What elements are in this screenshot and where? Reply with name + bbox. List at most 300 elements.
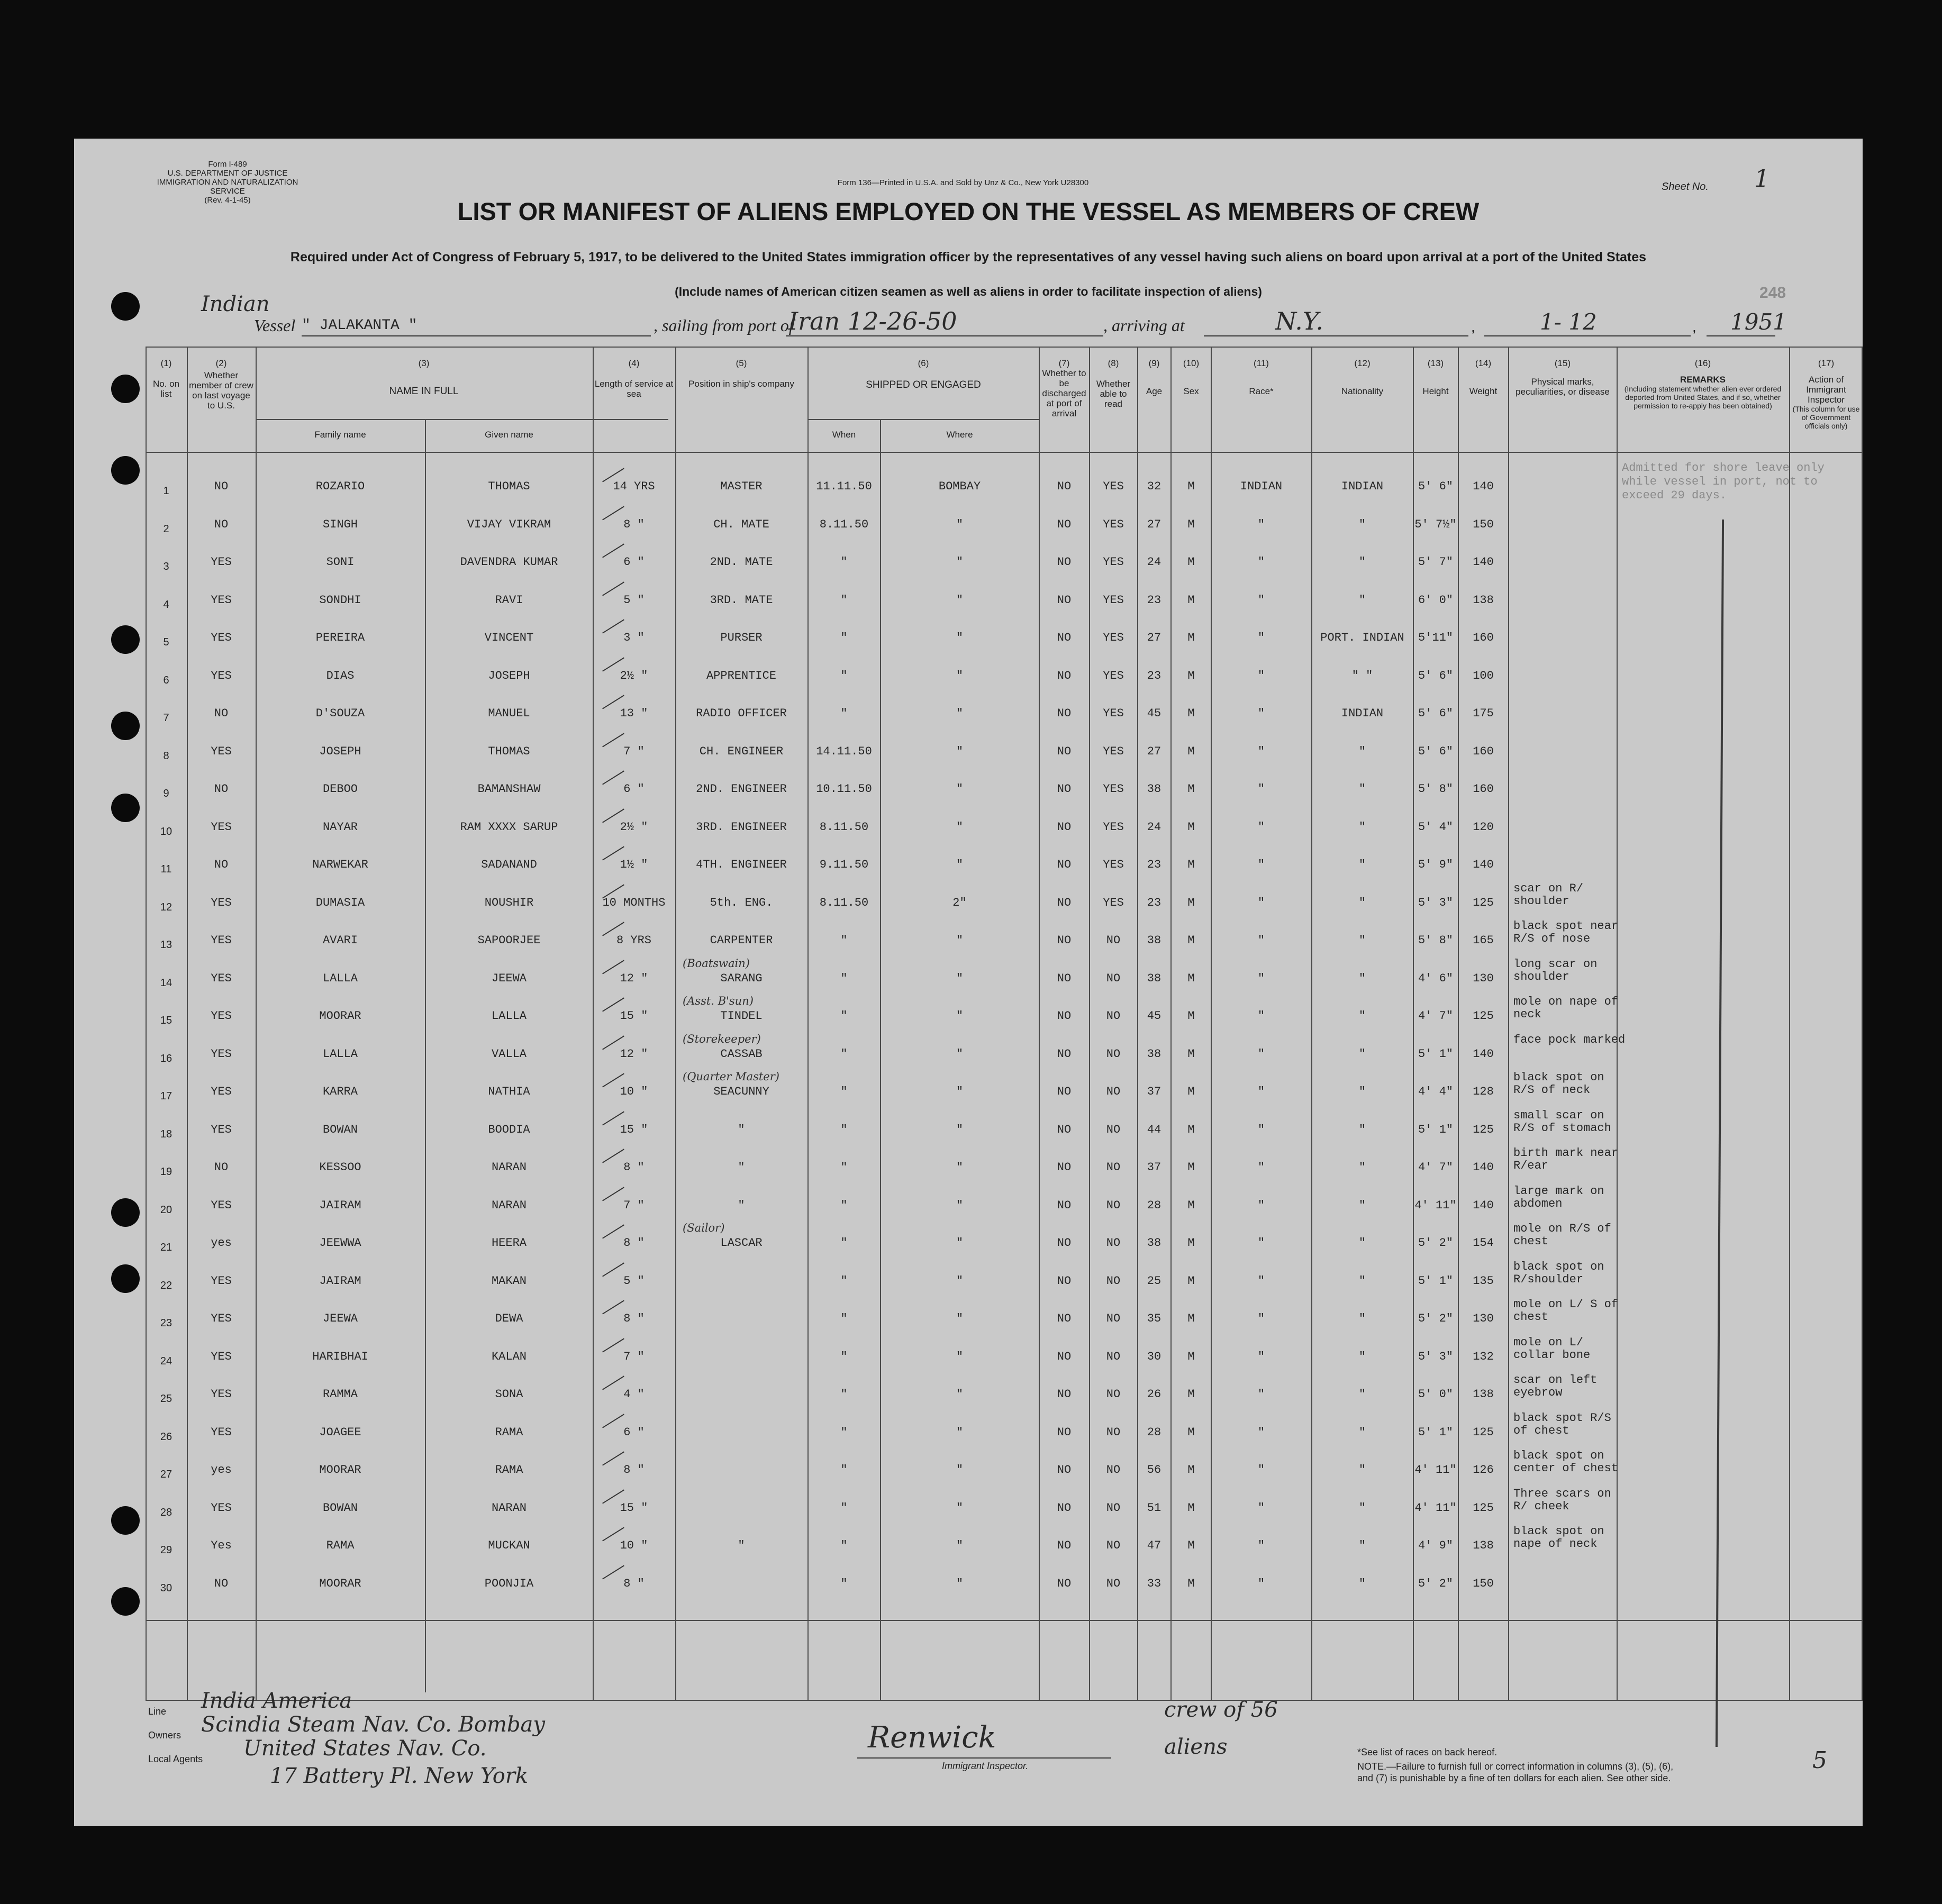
cell-age: 45 [1147, 707, 1161, 720]
row-number: 6 [163, 674, 169, 686]
margin-note: Indian [201, 292, 270, 316]
cell-age: 37 [1147, 1085, 1161, 1098]
cell-disch: NO [1057, 782, 1072, 796]
row-number: 18 [160, 1128, 173, 1140]
cell-race: " [1257, 1463, 1265, 1477]
cell-crew: YES [211, 1425, 232, 1439]
row-number: 26 [160, 1431, 173, 1443]
cell-height: 6' 0" [1418, 593, 1453, 607]
row-number: 10 [160, 825, 173, 837]
cell-family: JEEWA [322, 1312, 358, 1325]
position-note: (Quarter Master) [683, 1070, 779, 1083]
cell-age: 51 [1147, 1501, 1161, 1515]
agency-line: U.S. DEPARTMENT OF JUSTICE [167, 169, 288, 178]
cell-read: NO [1106, 1161, 1121, 1174]
position-note: (Boatswain) [683, 956, 750, 970]
cell-weight: 140 [1473, 555, 1494, 569]
cell-nat: INDIAN [1341, 480, 1384, 493]
cell-sex: M [1187, 1085, 1195, 1098]
cell-given: MUCKAN [488, 1539, 530, 1552]
punch-hole [111, 1506, 140, 1535]
cell-service: 8 " [623, 1577, 645, 1590]
header-col10: (10) Sex [1183, 358, 1200, 396]
cell-crew: NO [214, 858, 229, 871]
cell-when: " [840, 1577, 848, 1590]
cell-when: " [840, 1274, 848, 1288]
cell-height: 4' 11" [1414, 1463, 1457, 1477]
cell-nat: " [1358, 971, 1366, 985]
cell-where: BOMBAY [938, 480, 981, 493]
cell-crew: NO [214, 1577, 229, 1590]
header-col7: (7) Whether to be discharged at port of arrival [1042, 358, 1086, 418]
cell-service: 10 MONTHS [602, 896, 666, 909]
cell-position: MASTER [720, 480, 763, 493]
cell-service: 8 " [623, 1463, 645, 1477]
cell-given: RAVI [495, 593, 523, 607]
cell-read: NO [1106, 1425, 1121, 1439]
owners-label: Owners [148, 1730, 182, 1741]
cell-marks: face pock marked [1513, 1033, 1626, 1046]
header-col4: (4) Length of service at sea [594, 358, 674, 399]
cell-race: " [1257, 744, 1265, 758]
row-number: 28 [160, 1506, 173, 1518]
cell-age: 44 [1147, 1123, 1161, 1136]
agents-label: Local Agents [148, 1754, 203, 1764]
cell-race: " [1257, 1274, 1265, 1288]
page-title: LIST OR MANIFEST OF ALIENS EMPLOYED ON THE VESSEL AS MEMBERS OF CREW [457, 197, 1480, 225]
cell-disch: NO [1057, 1047, 1072, 1061]
cell-family: JOAGEE [319, 1425, 361, 1439]
cell-sex: M [1187, 1425, 1195, 1439]
arrival-year: 1951 [1730, 309, 1787, 335]
cell-position: TINDEL [720, 1009, 763, 1023]
cell-age: 56 [1147, 1463, 1161, 1477]
cell-where: " [956, 1047, 964, 1061]
cell-position: CARPENTER [710, 934, 773, 947]
header-family-name: Family name [314, 430, 366, 440]
cell-nat: " [1358, 1539, 1366, 1552]
cell-when: 10.11.50 [816, 782, 872, 796]
cell-read: NO [1106, 1236, 1121, 1250]
header-where: Where [946, 430, 973, 440]
cell-position: " [738, 1161, 745, 1174]
cell-given: THOMAS [488, 480, 530, 493]
cell-family: MOORAR [319, 1463, 361, 1477]
cell-when: " [840, 1009, 848, 1023]
row-number: 21 [160, 1242, 173, 1253]
cell-when: " [840, 971, 848, 985]
cell-service: 8 " [623, 517, 645, 531]
cell-service: 5 " [623, 1274, 645, 1288]
cell-weight: 130 [1473, 971, 1494, 985]
cell-crew: NO [214, 1161, 229, 1174]
cell-given: NARAN [491, 1501, 527, 1515]
row-number: 7 [163, 712, 169, 724]
cell-service: 3 " [623, 631, 645, 644]
cell-read: NO [1106, 1350, 1121, 1363]
cell-nat: " [1358, 555, 1366, 569]
cell-nat: " " [1351, 669, 1373, 682]
cell-service: 7 " [623, 1350, 645, 1363]
cell-age: 23 [1147, 593, 1161, 607]
cell-position: APPRENTICE [706, 669, 777, 682]
cell-age: 26 [1147, 1388, 1161, 1401]
cell-when: " [840, 1425, 848, 1439]
cell-weight: 128 [1473, 1085, 1494, 1098]
cell-disch: NO [1057, 896, 1072, 909]
cell-where: " [956, 1236, 964, 1250]
cell-position: RADIO OFFICER [696, 707, 787, 720]
cell-disch: NO [1057, 820, 1072, 834]
cell-sex: M [1187, 744, 1195, 758]
cell-nat: " [1358, 1198, 1366, 1212]
header-col3: (3) NAME IN FULL [389, 358, 459, 397]
cell-race: " [1257, 934, 1265, 947]
cell-height: 5' 9" [1418, 858, 1453, 871]
cell-height: 5'11" [1418, 631, 1453, 644]
cell-service: 7 " [623, 1198, 645, 1212]
cell-race: " [1257, 1009, 1265, 1023]
cell-crew: YES [211, 934, 232, 947]
header-col15: (15) Physical marks, peculiarities, or disease [1516, 358, 1610, 397]
cell-sex: M [1187, 593, 1195, 607]
cell-crew: YES [211, 593, 232, 607]
cell-when: " [840, 1350, 848, 1363]
cell-disch: NO [1057, 517, 1072, 531]
race-note: *See list of races on back hereof. [1357, 1747, 1498, 1757]
cell-where: " [956, 1425, 964, 1439]
cell-service: 7 " [623, 744, 645, 758]
cell-marks: black spot near R/S of nose [1513, 919, 1619, 945]
cell-weight: 125 [1473, 1501, 1494, 1515]
cell-family: DEBOO [322, 782, 358, 796]
cell-weight: 150 [1473, 517, 1494, 531]
cell-race: " [1257, 669, 1265, 682]
cell-nat: " [1358, 934, 1366, 947]
cell-sex: M [1187, 1388, 1195, 1401]
cell-disch: NO [1057, 1501, 1072, 1515]
cell-age: 27 [1147, 517, 1161, 531]
cell-height: 4' 9" [1418, 1539, 1453, 1552]
cell-service: 15 " [620, 1009, 648, 1023]
cell-crew: YES [211, 631, 232, 644]
cell-crew: YES [211, 1274, 232, 1288]
cell-crew: YES [211, 1009, 232, 1023]
cell-disch: NO [1057, 1539, 1072, 1552]
cell-disch: NO [1057, 1085, 1072, 1098]
cell-read: NO [1106, 1539, 1121, 1552]
sailing-label: , sailing from port of [654, 316, 794, 335]
cell-service: 5 " [623, 593, 645, 607]
cell-marks: small scar on R/S of stomach [1513, 1108, 1611, 1135]
cell-marks: black spot on R/shoulder [1513, 1260, 1604, 1286]
cell-position: 3RD. MATE [710, 593, 773, 607]
cell-marks: black spot on nape of neck [1513, 1525, 1604, 1551]
penalty-note: NOTE.—Failure to furnish full or correct information in columns (3), (5), (6), and (7) is punishable by a fine of ten dollars for each alien. See other side. [1357, 1761, 1674, 1783]
cell-marks: mole on L/ S of chest [1513, 1298, 1619, 1324]
cell-race: " [1257, 1198, 1265, 1212]
cell-race: " [1257, 1388, 1265, 1401]
cell-weight: 135 [1473, 1274, 1494, 1288]
cell-service: 6 " [623, 1425, 645, 1439]
arrival-date: 1- 12 [1540, 309, 1597, 335]
row-number: 16 [160, 1052, 173, 1064]
cell-age: 32 [1147, 480, 1161, 493]
cell-height: 5' 3" [1418, 1350, 1453, 1363]
cell-crew: YES [211, 1198, 232, 1212]
form-number: Form I-489 [208, 160, 247, 169]
cell-age: 23 [1147, 669, 1161, 682]
cell-age: 38 [1147, 1047, 1161, 1061]
cell-given: NOUSHIR [484, 896, 534, 909]
cell-height: 5' 7" [1418, 555, 1453, 569]
cell-nat: " [1358, 1425, 1366, 1439]
cell-sex: M [1187, 934, 1195, 947]
cell-disch: NO [1057, 1463, 1072, 1477]
cell-height: 5' 1" [1418, 1274, 1453, 1288]
cell-position: 3RD. ENGINEER [696, 820, 787, 834]
cell-weight: 100 [1473, 669, 1494, 682]
cell-weight: 126 [1473, 1463, 1494, 1477]
cell-disch: NO [1057, 934, 1072, 947]
cell-sex: M [1187, 1501, 1195, 1515]
cell-disch: NO [1057, 631, 1072, 644]
cell-height: 5' 1" [1418, 1425, 1453, 1439]
cell-nat: " [1358, 1274, 1366, 1288]
cell-service: 6 " [623, 782, 645, 796]
row-number: 9 [163, 788, 169, 799]
header-col12: (12) Nationality [1341, 358, 1384, 396]
cell-when: 11.11.50 [816, 480, 872, 493]
cell-given: JOSEPH [488, 669, 530, 682]
cell-read: YES [1103, 782, 1124, 796]
row-number: 5 [163, 636, 169, 648]
cell-service: 10 " [620, 1085, 648, 1098]
cell-read: NO [1106, 1577, 1121, 1590]
cell-service: 10 " [620, 1539, 648, 1552]
cell-family: MOORAR [319, 1009, 361, 1023]
cell-where: " [956, 1009, 964, 1023]
cell-disch: NO [1057, 707, 1072, 720]
manifest-sheet: Form I-489 U.S. DEPARTMENT OF JUSTICE IMMIGRATION AND NATURALIZATION SERVICE (Rev. 4-1-45) Form 136—Printed in U.S.A. and Sold by Unz & Co., New York U28300 Sheet No. 1 LIST OR MANIFEST OF ALIENS EMPLOYED ON THE VESSEL AS MEMBERS OF CREW Required under Act of Congress of February 5, 1917, to be delivered to the United States immigration officer by the representatives of any vessel having such aliens on board upon arrival at a port of the United States (Include names of American citizen seamen as well as aliens in order to facilitate inspection of aliens) 248 Indian Vessel " JALAKANTA " , sailing from port of Iran 12-26-50 , arriving at N.Y. , 1- 12 , 1951 (1) No. on list (2) Whether member of crew on last voyage to U.S. (3) NAME IN FULL Family name Given name (4) Length of service at sea (5) Position in ship's company (6) SHIPPED OR ENGAGED When Where (7) Whether to be discharged at port of arrival (8) Whether able to read (9) Age (10) Sex (11) Race* (12) Nationality (13) Height (14) Weight (15) Physical marks, peculiarities, or disease (16) REMARKS (Including statement whether alien ever ordered deported from United States, and if so, whether permission to re-apply has been obtained) (17) Action of Immigrant Inspector (This column for use of Government officials only) 1 NO ROZARIO THOMAS 14 YRS MASTER 11.11.50 BOMBAY NO YES 32 M INDIAN INDIAN 5' 6" 140 2 NO SINGH VIJAY VIKRAM 8 " CH. MATE 8.11.50 " NO YES 27 M " " 5' 7½" 150 3 YES SONI DAVENDRA KUMAR 6 " 2ND. MATE " " NO YES 24 M " " 5' 7" 140 4 YES SONDHI RAVI 5 " 3RD. MATE " " NO YES 23 M " " 6' 0" 138 5 YES PEREIRA VINCENT 3 " PURSER " " NO YES 27 M " PORT. INDIAN 5'11" 160 6 YES DIAS JOSEPH 2½ " APPRENTICE " " NO YES 23 M " " " 5' 6" 100 7 NO D'SOUZA MANUEL 13 " RADIO OFFICER " " NO YES 45 M " INDIAN 5' 6" 175 8 YES JOSEPH THOMAS 7 " CH. ENGINEER 14.11.50 " NO YES 27 M " " 5' 6" 160 9 NO DEBOO BAMANSHAW 6 " 2ND. ENGINEER 10.11.50 " NO YES 38 M " " 5' 8" 160 10 YES NAYAR RAM XXXX SARUP 2½ " 3RD. ENGINEER 8.11.50 " NO YES 24 M " " 5' 4" 120 11 NO NARWEKAR SADANAND 1½ " 4TH. ENGINEER 9.11.50 " NO YES 23 M " " 5' 9" 140 12 YES DUMASIA NOUSHIR 10 MONTHS 5th. ENG. 8.11.50 2" NO YES 23 M " " 5' 3" 125 scar on R/ shoulder 13 YES AVARI SAPOORJEE 8 YRS CARPENTER " " NO NO 38 M " " 5' 8" 165 black spot near R/S of nose 14 YES LALLA JEEWA 12 " SARANG " " NO NO 38 M " " 4' 6" 130 (Boatswain) long scar on shoulder 15 YES MOORAR LALLA 15 " TINDEL " " NO NO 45 M " " 4' 7" 125 (Asst. B'sun) mole on nape of neck 16 YES LALLA VALLA 12 " CASSAB " " NO NO 38 M " " 5' 1" 140 (Storekeeper) face pock marked 17 YES KARRA NATHIA 10 " SEACUNNY " " NO NO 37 M " " 4' 4" 128 (Quarter Master) black spot on R/S of neck 18 YES BOWAN BOODIA 15 " " " " NO NO 44 M " " 5' 1" 125 small scar on R/S of stomach 19 NO KESSOO NARAN 8 " " " " NO NO 37 M " " 4' 7" 140 birth mark near R/ear 20 YES JAIRAM NARAN 7 " " " " NO NO 28 M " " 4' 11" 140 large mark on abdomen 21 yes JEEWWA HEERA 8 " LASCAR " " NO NO 38 M " " 5' 2" 154 (Sailor) mole on R/S of chest 22 YES JAIRAM MAKAN 5 " " " NO NO 25 M " " 5' 1" 135 black spot on R/shoulder 23 YES JEEWA DEWA 8 " " " NO NO 35 M " " 5' 2" 130 mole on L/ S of chest 24 YES HARIBHAI KALAN 7 " " " NO NO 30 M " " 5' 3" 132 mole on L/ collar bone 25 YES RAMMA SONA 4 " " " NO NO 26 M " " 5' 0" 138 scar on left eyebrow 26 YES JOAGEE RAMA 6 " " " NO NO 28 M " " 5' 1" 125 black spot R/S of chest 27 yes MOORAR RAMA 8 " " " NO NO 56 M " " 4' 11" 126 black spot on center of chest 28 YES BOWAN NARAN 15 " " " NO NO 51 M " " 4' 11" 125 Three scars on R/ cheek 29 Yes RAMA MUCKAN 10 " " " " NO NO 47 M " " 4' 9" 138 black spot on nape of neck 30 NO MOORAR POONJIA 8 " " " NO NO 33 M " " 5' 2" 150 Admitted for shore leave only while vessel in port, not to exceed 29 days. Line India America Owners Scindia Steam Nav. Co. Bombay Local Agents United States Nav. Co. 17 Battery Pl. New York Renwick Immigrant Inspector. crew of 56 aliens *See list of races on back hereof. NOTE.—Failure to furnish full or correct information in columns (3), (5), (6), and (7) is punishable by a fine of ten dollars for each alien. See other side. 5 [74, 139, 1863, 1826]
cell-read: NO [1106, 1463, 1121, 1477]
row-number: 27 [160, 1469, 173, 1480]
cell-given: NARAN [491, 1198, 527, 1212]
cell-where: " [956, 1085, 964, 1098]
cell-nat: " [1358, 593, 1366, 607]
header-col13: (13) Height [1422, 358, 1449, 396]
cell-weight: 130 [1473, 1312, 1494, 1325]
cell-where: " [956, 1350, 964, 1363]
cell-crew: YES [211, 1501, 232, 1515]
cell-nat: PORT. INDIAN [1320, 631, 1404, 644]
row-number: 25 [160, 1393, 173, 1405]
cell-height: 5' 8" [1418, 934, 1453, 947]
cell-where: " [956, 1577, 964, 1590]
cell-read: NO [1106, 1198, 1121, 1212]
cell-position: SEACUNNY [713, 1085, 769, 1098]
cell-age: 27 [1147, 631, 1161, 644]
cell-position: 2ND. MATE [710, 555, 773, 569]
cell-disch: NO [1057, 1123, 1072, 1136]
cell-age: 38 [1147, 934, 1161, 947]
cell-family: JAIRAM [319, 1274, 361, 1288]
cell-marks: mole on nape of neck [1513, 995, 1619, 1021]
header-col17: (17) Action of Immigrant Inspector (This column for use of Government officials only) [1792, 358, 1860, 430]
header-col9: (9) Age [1146, 358, 1163, 396]
cell-age: 38 [1147, 971, 1161, 985]
cell-service: 12 " [620, 1047, 648, 1061]
cell-read: NO [1106, 1274, 1121, 1288]
cell-family: DIAS [326, 669, 355, 682]
row-number: 23 [160, 1317, 173, 1329]
cell-sex: M [1187, 555, 1195, 569]
cell-given: VIJAY VIKRAM [467, 517, 551, 531]
cell-height: 5' 8" [1418, 782, 1453, 796]
cell-crew: YES [211, 1312, 232, 1325]
cell-service: 14 YRS [613, 480, 655, 493]
cell-position: CH. MATE [713, 517, 769, 531]
cell-sex: M [1187, 1463, 1195, 1477]
cell-given: RAM XXXX SARUP [460, 820, 558, 834]
cell-weight: 154 [1473, 1236, 1494, 1250]
cell-crew: NO [214, 782, 229, 796]
cell-family: KARRA [322, 1085, 358, 1098]
cell-position: PURSER [720, 631, 763, 644]
cell-crew: yes [211, 1463, 232, 1477]
row-number: 8 [163, 750, 169, 762]
row-number: 4 [163, 598, 169, 611]
cell-when: " [840, 631, 848, 644]
cell-age: 38 [1147, 782, 1161, 796]
cell-where: " [956, 669, 964, 682]
cell-sex: M [1187, 1009, 1195, 1023]
cell-weight: 125 [1473, 1425, 1494, 1439]
cell-sex: M [1187, 480, 1195, 493]
cell-given: NARAN [491, 1161, 527, 1174]
cell-read: NO [1106, 1501, 1121, 1515]
arriving-port: N.Y. [1275, 307, 1323, 335]
cell-when: " [840, 669, 848, 682]
cell-where: " [956, 707, 964, 720]
cell-race: " [1257, 896, 1265, 909]
cell-race: " [1257, 858, 1265, 871]
cell-service: 4 " [623, 1388, 645, 1401]
cell-read: YES [1103, 517, 1124, 531]
cell-crew: YES [211, 1047, 232, 1061]
cell-disch: NO [1057, 555, 1072, 569]
cell-where: " [956, 1198, 964, 1212]
owners-value: Scindia Steam Nav. Co. Bombay [201, 1712, 545, 1737]
position-note: (Asst. B'sun) [683, 995, 754, 1007]
cell-given: VALLA [491, 1047, 527, 1061]
cell-when: " [840, 1312, 848, 1325]
punch-hole [111, 1264, 140, 1293]
cell-where: " [956, 593, 964, 607]
cell-height: 5' 0" [1418, 1388, 1453, 1401]
cell-height: 5' 6" [1418, 744, 1453, 758]
cell-weight: 120 [1473, 820, 1494, 834]
cell-service: 2½ " [620, 820, 648, 834]
cell-read: NO [1106, 1009, 1121, 1023]
punch-hole [111, 712, 140, 740]
cell-marks: mole on L/ collar bone [1513, 1335, 1591, 1362]
cell-race: " [1257, 1236, 1265, 1250]
cell-crew: YES [211, 555, 232, 569]
cell-weight: 150 [1473, 1577, 1494, 1590]
cell-race: " [1257, 1047, 1265, 1061]
cell-height: 5' 4" [1418, 820, 1453, 834]
cell-when: 8.11.50 [819, 517, 869, 531]
cell-position: " [738, 1539, 745, 1552]
cell-nat: " [1358, 820, 1366, 834]
cell-family: JEEWWA [319, 1236, 361, 1250]
row-number: 12 [160, 901, 173, 913]
cell-service: 8 " [623, 1236, 645, 1250]
cell-when: " [840, 593, 848, 607]
cell-family: JAIRAM [319, 1198, 361, 1212]
cell-sex: M [1187, 1047, 1195, 1061]
cell-when: " [840, 1047, 848, 1061]
cell-when: " [840, 1161, 848, 1174]
cell-weight: 132 [1473, 1350, 1494, 1363]
cell-race: " [1257, 1312, 1265, 1325]
header-col14: (14) Weight [1469, 358, 1498, 396]
cell-age: 33 [1147, 1577, 1161, 1590]
cell-where: " [956, 744, 964, 758]
cell-where: " [956, 1501, 964, 1515]
cell-weight: 138 [1473, 1388, 1494, 1401]
cell-when: " [840, 1123, 848, 1136]
cell-disch: NO [1057, 1009, 1072, 1023]
cell-crew: YES [211, 971, 232, 985]
cell-when: " [840, 1501, 848, 1515]
cell-family: SONI [326, 555, 355, 569]
sailing-port: Iran 12-26-50 [788, 307, 957, 335]
cell-age: 23 [1147, 858, 1161, 871]
row-number: 1 [163, 485, 169, 497]
header-when: When [832, 430, 856, 440]
cell-when: 14.11.50 [816, 744, 872, 758]
header-col5: (5) Position in ship's company [688, 358, 794, 389]
punch-hole [111, 625, 140, 654]
cell-race: " [1257, 631, 1265, 644]
cell-family: KESSOO [319, 1161, 361, 1174]
cell-disch: NO [1057, 1312, 1072, 1325]
header-col1: (1) No. on list [152, 358, 180, 399]
cell-family: DUMASIA [315, 896, 365, 909]
cell-sex: M [1187, 1577, 1195, 1590]
cell-nat: " [1358, 1312, 1366, 1325]
cell-nat: " [1358, 1161, 1366, 1174]
punch-hole [111, 456, 140, 485]
cell-read: YES [1103, 707, 1124, 720]
cell-nat: " [1358, 1388, 1366, 1401]
row-number: 24 [160, 1355, 173, 1367]
cell-crew: YES [211, 1123, 232, 1136]
cell-position: CH. ENGINEER [699, 744, 784, 758]
cell-when: " [840, 934, 848, 947]
cell-sex: M [1187, 782, 1195, 796]
cell-crew: Yes [211, 1539, 232, 1552]
arriving-label: , arriving at [1103, 316, 1185, 335]
cell-nat: " [1358, 1047, 1366, 1061]
punch-hole [111, 292, 140, 321]
cell-height: 5' 7½" [1414, 517, 1457, 531]
cell-when: " [840, 1388, 848, 1401]
cell-where: " [956, 934, 964, 947]
cell-read: YES [1103, 480, 1124, 493]
